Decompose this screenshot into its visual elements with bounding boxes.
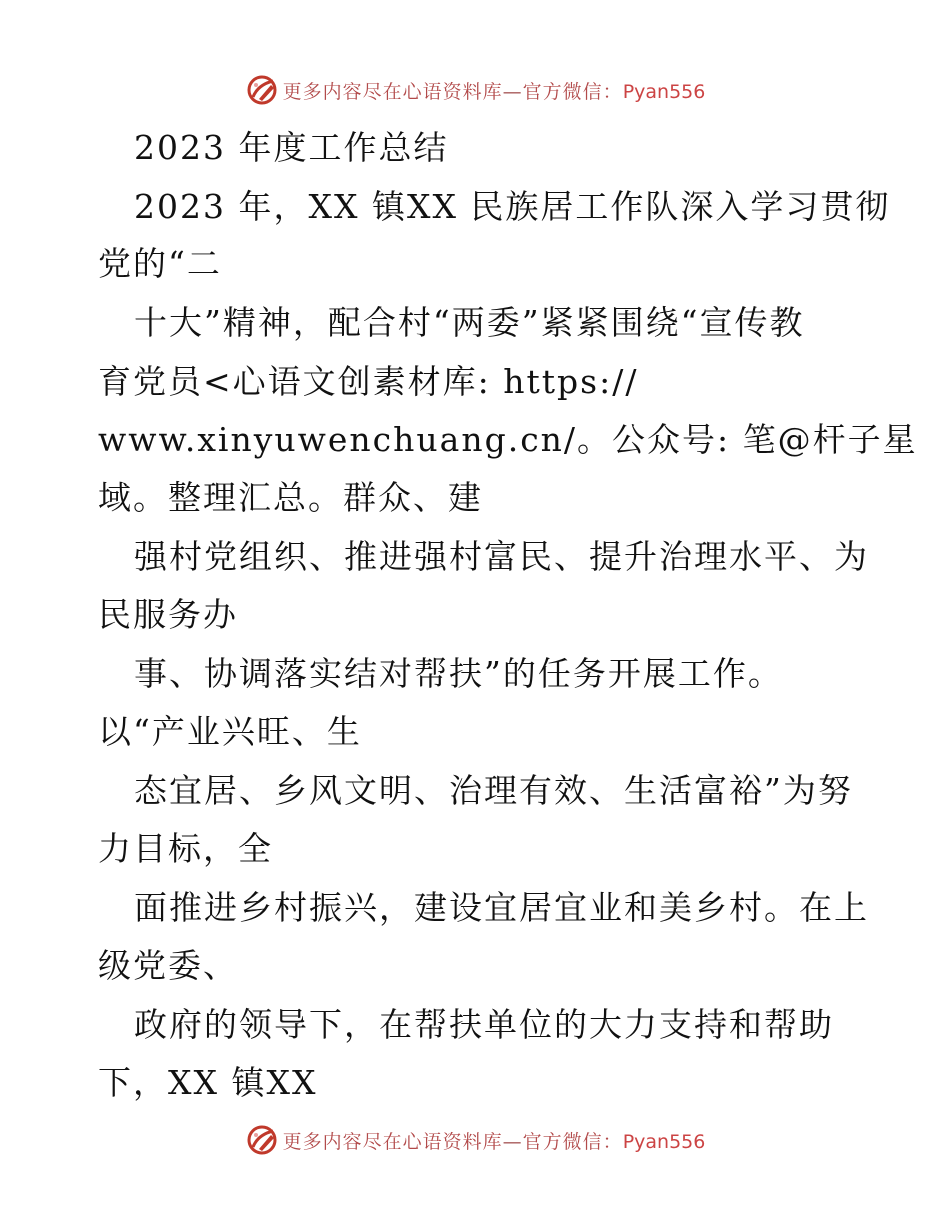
doc-line: www.xinyuwenchuang.cn/。公众号: 笔@杆子星 [98,420,918,459]
doc-line: 力目标，全 [98,829,273,868]
doc-line: 以“产业兴旺、生 [98,712,362,751]
doc-line: 事、协调落实结对帮扶”的任务开展工作。 [134,654,783,693]
banner-caption [283,1127,706,1154]
banner-contact-label: 官方微信： [522,80,623,103]
banner-separator: — [502,1130,523,1153]
banner-caption [283,77,706,104]
header-banner [0,70,950,110]
banner-account: Pyan556 [622,1130,706,1153]
banner-lead: 更多内容尽在心语资料库 [282,1130,503,1153]
pen-swirl-logo-icon [245,73,279,107]
doc-title: 2023 年度工作总结 [134,128,449,167]
doc-line: 下，XX 镇XX [98,1063,318,1102]
doc-line: 强村党组织、推进强村富民、提升治理水平、为 [134,537,869,576]
doc-line: 级党委、 [98,946,238,985]
doc-line: 民服务办 [98,595,238,634]
doc-line: 面推进乡村振兴，建设宜居宜业和美乡村。在上 [134,888,869,927]
doc-line: 政府的领导下，在帮扶单位的大力支持和帮助 [134,1005,834,1044]
footer-banner [0,1120,950,1160]
banner-separator: — [502,80,523,103]
doc-line: 育党员<心语文创素材库: https:// [98,362,639,401]
pen-swirl-logo-icon [245,1123,279,1157]
doc-line: 党的“二 [98,244,222,283]
doc-line: 态宜居、乡风文明、治理有效、生活富裕”为努 [134,771,853,810]
doc-line: 2023 年，XX 镇XX 民族居工作队深入学习贯彻 [134,187,891,226]
doc-line: 域。整理汇总。群众、建 [98,478,483,517]
banner-account: Pyan556 [622,80,706,103]
banner-lead: 更多内容尽在心语资料库 [282,80,503,103]
doc-line: 十大”精神，配合村“两委”紧紧围绕“宣传教 [134,303,805,342]
banner-contact-label: 官方微信： [522,1130,623,1153]
